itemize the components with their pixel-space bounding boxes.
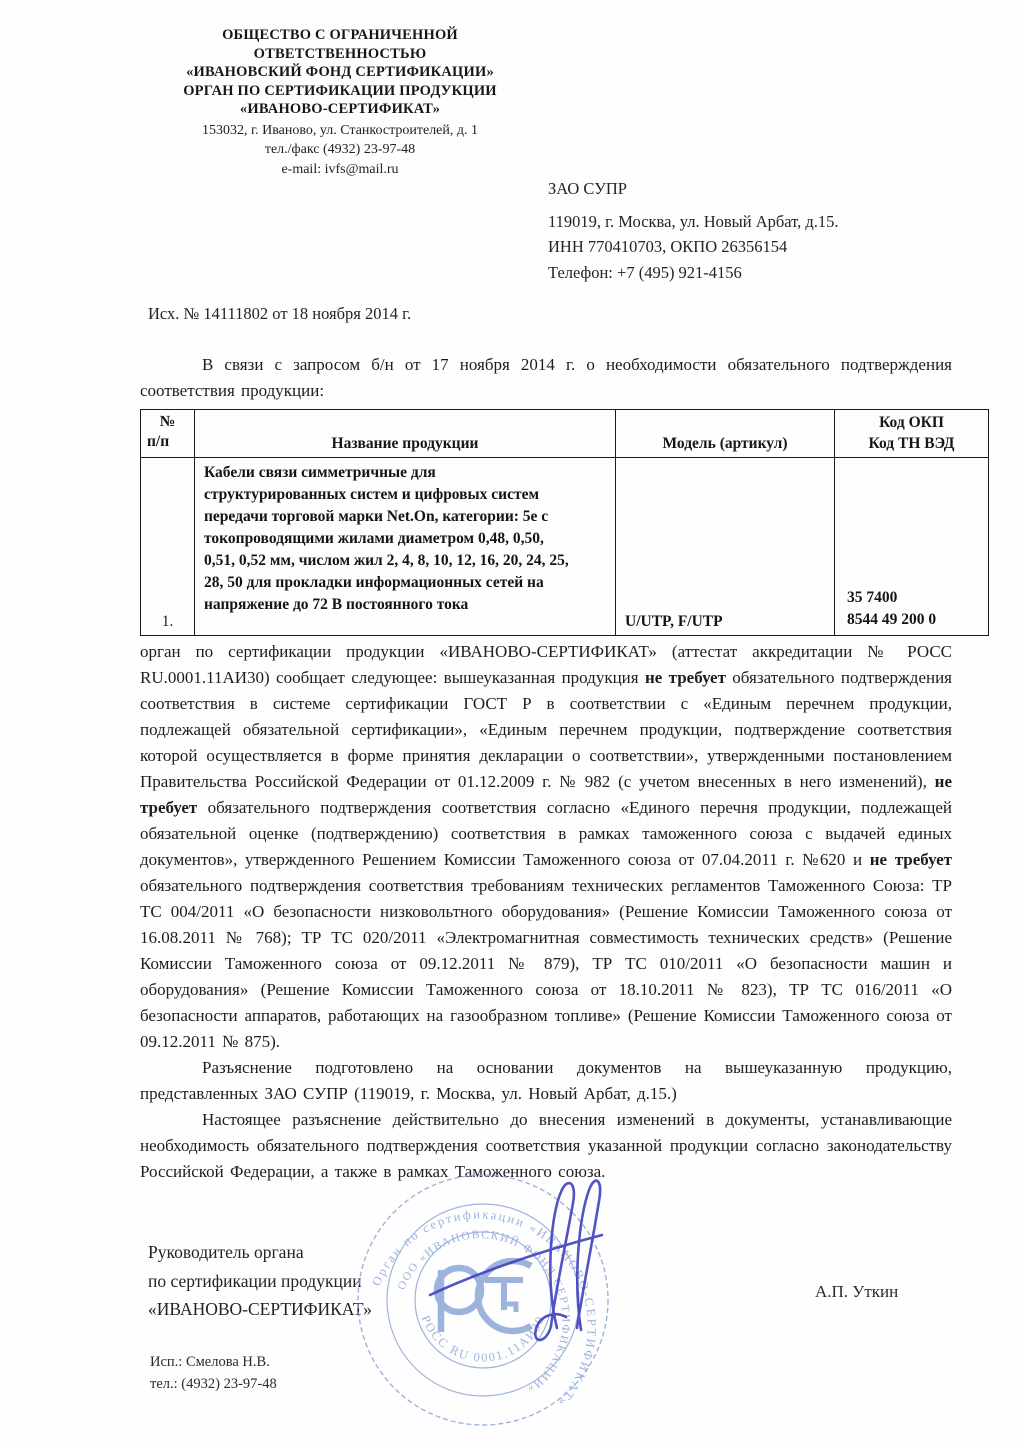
signature-role-line: «ИВАНОВО-СЕРТИФИКАТ» [148, 1299, 372, 1319]
col-header-code [835, 410, 989, 458]
recipient-phone: Телефон: +7 (495) 921-4156 [548, 262, 742, 282]
col-header-model: Модель (артикул) [616, 410, 835, 458]
product-code-okp: 35 7400 [847, 589, 898, 606]
org-letterhead [150, 26, 530, 179]
product-codes [835, 458, 989, 636]
rst-mark-icon [437, 1261, 531, 1332]
table-header-row [141, 410, 989, 458]
org-email: e-mail: ivfs@mail.ru [281, 161, 399, 177]
org-address: 153032, г. Иваново, ул. Станкостроителей, д. 1 [201, 122, 479, 138]
signature-role [148, 1238, 372, 1324]
product-code-tnved: 8544 49 200 0 [847, 611, 937, 628]
executor-name: Исп.: Смелова Н.В. [150, 1354, 270, 1370]
org-name-line: «ИВАНОВСКИЙ ФОНД СЕРТИФИКАЦИИ» [186, 64, 494, 80]
signature-role-line: Руководитель органа [148, 1242, 304, 1262]
stamp-outer-circle [358, 1175, 608, 1425]
stamp [345, 1168, 635, 1448]
stamp-ring-text-outer: Орган по сертификации «ИВАНОВО-СЕРТИФИКАТ» [369, 1207, 599, 1411]
col-header-name: Название продукции [195, 410, 616, 458]
product-model: U/UTP, F/UTP [616, 458, 835, 636]
body-paragraph-3: Настоящее разъяснение действительно до внесения изменений в документы, устанавливающие необходимость обязательного подтверждения соответствия указанной продукции согласно законодательству Российской Федерации, а также в рамках Таможенного союза. [140, 1110, 952, 1181]
col-header-code-line2: Код ТН ВЭД [868, 435, 955, 452]
signature-role-line: по сертификации продукции [148, 1270, 362, 1291]
org-name-line: ОРГАН ПО СЕРТИФИКАЦИИ ПРОДУКЦИИ [183, 82, 497, 99]
org-name-line: ОБЩЕСТВО С ОГРАНИЧЕННОЙ [222, 27, 458, 43]
recipient-address: 119019, г. Москва, ул. Новый Арбат, д.15. [548, 211, 839, 231]
stamp-inner-circle [415, 1232, 551, 1368]
org-name-line: «ИВАНОВО-СЕРТИФИКАТ» [239, 101, 441, 117]
org-name-line: ОТВЕТСТВЕННОСТЬЮ [253, 45, 427, 62]
stamp-ring-text-inner: ООО «ИВАНОВСКИЙ ФОНД СЕРТИФИКАЦИИ» [395, 1228, 572, 1396]
letter-body [140, 352, 955, 1185]
recipient-block [548, 176, 839, 285]
intro-paragraph: В связи с запросом б/н от 17 ноября 2014 г. о необходимости обязательного подтверждения соответствия продукции: [140, 355, 952, 400]
recipient-name: ЗАО СУПР [548, 179, 627, 198]
executor-phone: тел.: (4932) 23-97-48 [150, 1375, 277, 1392]
col-header-num-line2: п/п [147, 433, 170, 450]
outgoing-ref: Исх. № 14111802 от 18 ноября 2014 г. [148, 304, 412, 323]
products-table [140, 409, 989, 636]
body-paragraph-1: орган по сертификации продукции «ИВАНОВО-СЕРТИФИКАТ» (аттестат аккредитации № РОСС RU.0001.11АИ30) сообщает следующее: вышеуказанная продукция не требует обязательного подтверждения соответствия в системе сертификации ГОСТ Р в соответствии с «Единым перечнем продукции, подлежащей обязательной сертификации», «Единым перечнем продукции, подтверждение соответствия которой осуществляется в форме принятия декларации о соответствии», утвержденными постановлением Правительства Российской Федерации от 01.12.2009 г. № 982 (с учетом внесенных в него изменений), не требует обязательного подтверждения соответствия согласно «Единого перечня продукции, подлежащей обязательной оценке (подтверждению) соответствия в рамках таможенного союза с выдачей единых документов», утвержденного Решением Комиссии Таможенного союза от 07.04.2011 г. №620 и не требует обязательного подтверждения соответствия требованиям технических регламентов Таможенного Союза: ТР ТС 004/2011 «О безопасности низковольтного оборудования» (Решение Комиссии Таможенного союза от 16.08.2011 № 768); ТР ТС 020/2011 «Электромагнитная совместимость технических средств» (Решение Комиссии Таможенного союза от 09.12.2011 № 879), ТР ТС 010/2011 «О безопасности машин и оборудования» (Решение Комиссии Таможенного союза от 18.10.2011 № 823), ТР ТС 016/2011 «О безопасности аппаратов, работающих на газообразном топливе» (Решение Комиссии Таможенного союза от 09.12.2011 № 875). [140, 642, 953, 1051]
row-number: 1. [141, 458, 195, 636]
stamp-accreditation-number: РОСС RU 0001.11АИ30 [418, 1313, 548, 1365]
col-header-code-line1: Код ОКП [879, 414, 944, 431]
table-row [141, 458, 989, 636]
signature [430, 1181, 602, 1340]
executor-note [150, 1352, 277, 1395]
recipient-codes: ИНН 770410703, ОКПО 26356154 [548, 237, 788, 256]
body-paragraph-2: Разъяснение подготовлено на основании документов на вышеуказанную продукцию, представленных ЗАО СУПР (119019, г. Москва, ул. Новый Арбат, д.15.) [140, 1058, 952, 1103]
org-phone: тел./факс (4932) 23-97-48 [264, 142, 416, 157]
col-header-num [141, 410, 195, 458]
signer-name: А.П. Уткин [815, 1282, 899, 1301]
stamp-middle-circle [387, 1204, 579, 1396]
product-name: Кабели связи симметричные для структурированных систем и цифровых систем передачи торговой марки Net.On, категории: 5е с токопроводящими жилами диаметром 0,48, 0,50, 0,51, 0,52 мм, числом жил 2, 4, 8, 10, 12, 16, 20, 24, 25, 28, 50 для прокладки информационных сетей на напряжение до 72 В постоянного тока [195, 458, 616, 636]
col-header-num-line1: № [159, 413, 176, 430]
